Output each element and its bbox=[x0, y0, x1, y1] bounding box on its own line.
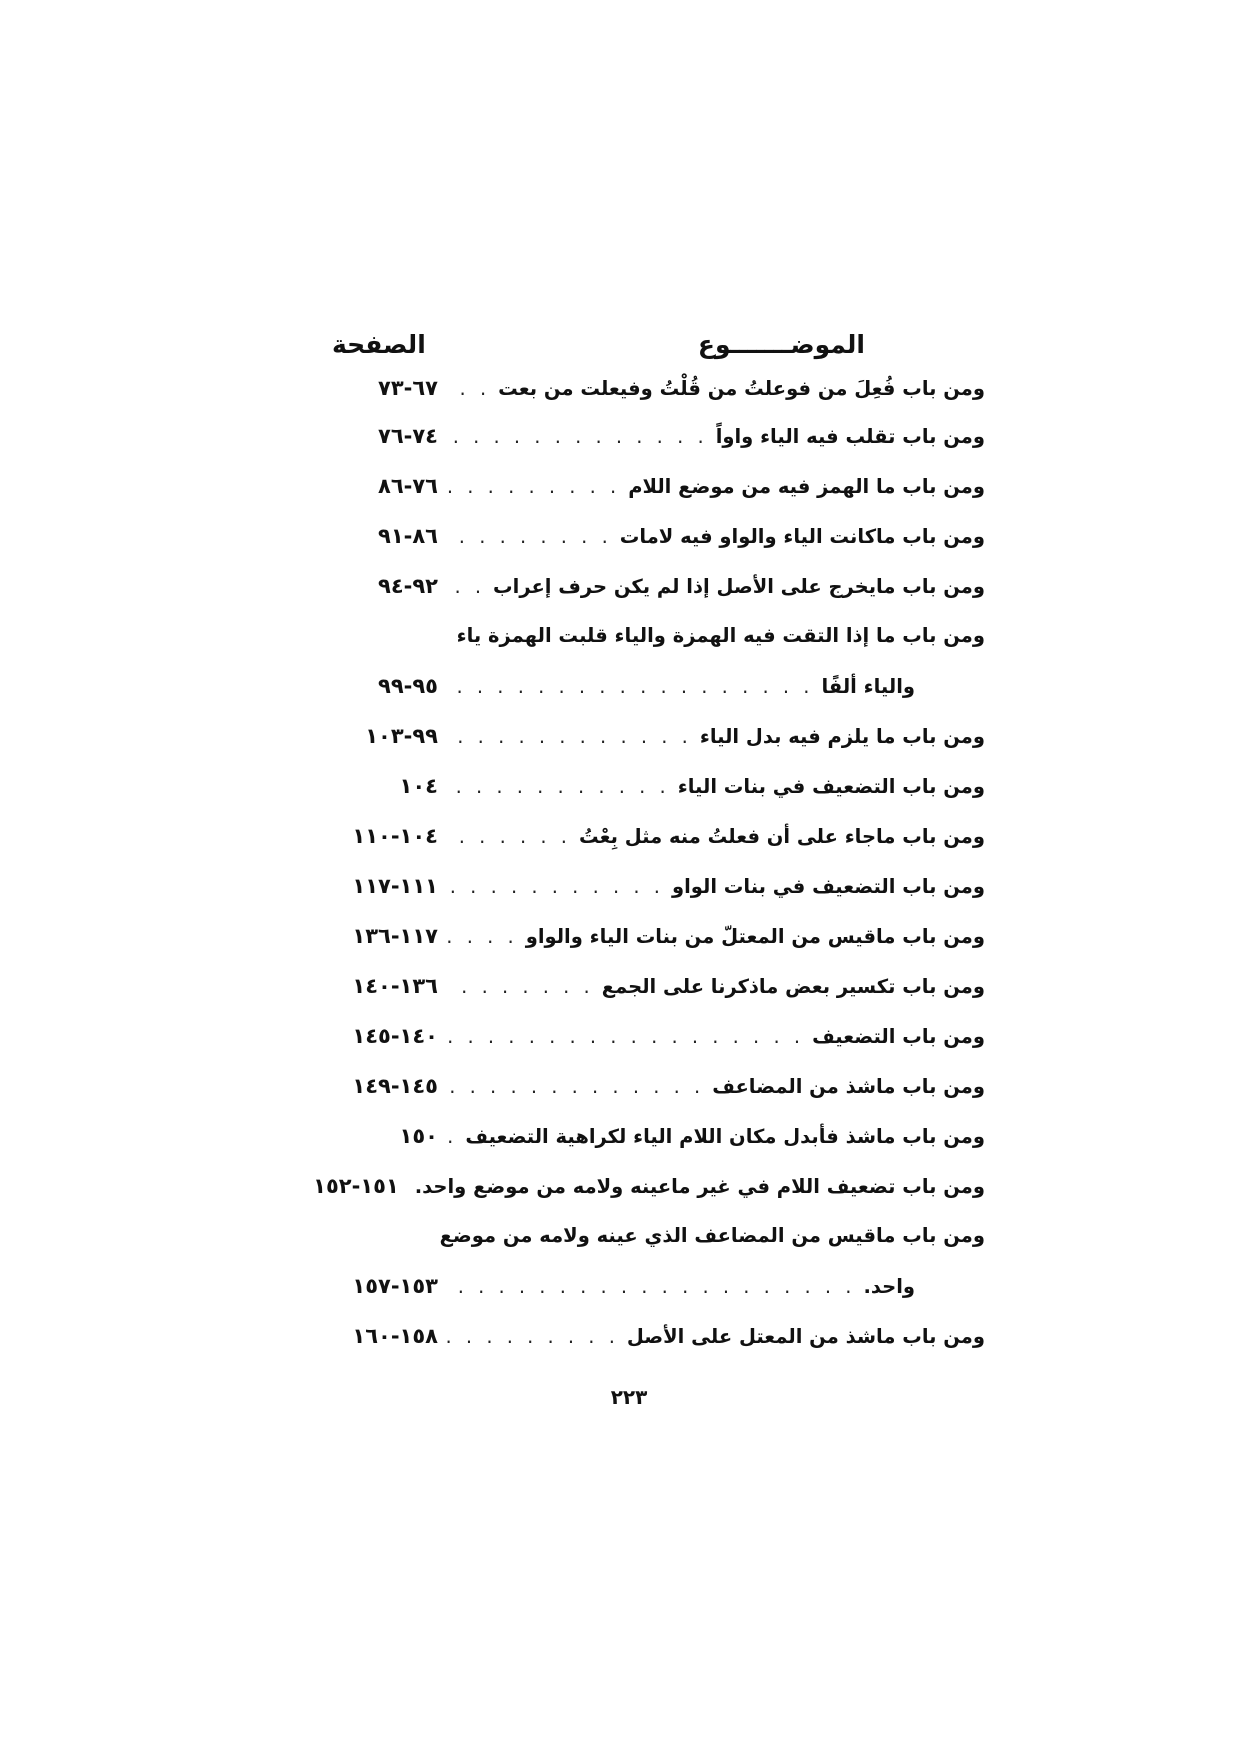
toc-entry bbox=[330, 461, 985, 511]
toc-entry bbox=[330, 1311, 985, 1361]
dot-leader bbox=[446, 712, 692, 762]
entry-pages: ٨٦-٩١ bbox=[378, 524, 438, 548]
entry-pages: ١٥٠ bbox=[399, 1124, 438, 1148]
entry-pages: ١٠٤ bbox=[399, 774, 438, 798]
entry-title: ومن باب تضعيف اللام في غير ماعينه ولامه من موضع واحد. bbox=[414, 1175, 985, 1198]
entry-title: ومن باب ماشذ من المضاعف bbox=[712, 1075, 985, 1098]
toc-entry bbox=[330, 1111, 985, 1161]
entry-title: ومن باب ماقيس من المعتلّ من بنات الياء والواو bbox=[525, 925, 985, 948]
entry-title: ومن باب ماقيس من المضاعف الذي عينه ولامه من موضع bbox=[439, 1224, 985, 1247]
entry-pages: ٩٥-٩٩ bbox=[378, 674, 438, 698]
entry-pages: ١٣٦-١٤٠ bbox=[352, 974, 438, 998]
entry-pages: ١٤٥-١٤٩ bbox=[352, 1074, 438, 1098]
dot-leader bbox=[446, 1262, 855, 1312]
dot-leader bbox=[446, 1312, 619, 1362]
entry-pages: ١١٧-١٣٦ bbox=[352, 924, 438, 948]
entry-title: ومن باب ما إذا التقت فيه الهمزة والياء قلبت الهمزة ياء bbox=[456, 624, 985, 647]
entry-pages: ١٤٠-١٤٥ bbox=[352, 1024, 438, 1048]
dot-leader bbox=[446, 366, 490, 412]
toc-entry bbox=[330, 611, 985, 711]
page-number: ٢٢٣ bbox=[610, 1385, 648, 1409]
entry-title-continuation: والياء ألفًا bbox=[821, 675, 915, 698]
dot-leader bbox=[446, 962, 594, 1012]
toc-entry bbox=[330, 1061, 985, 1111]
toc-entry bbox=[330, 1211, 985, 1311]
entry-pages: ١٥٨-١٦٠ bbox=[352, 1324, 438, 1348]
dot-leader bbox=[446, 912, 518, 962]
entry-pages: ٧٦-٨٦ bbox=[378, 474, 438, 498]
toc-entry bbox=[330, 811, 985, 861]
entry-title: ومن باب التضعيف bbox=[812, 1025, 985, 1048]
toc-entry bbox=[330, 1011, 985, 1061]
entry-title: ومن باب مايخرج على الأصل إذا لم يكن حرف إعراب bbox=[493, 575, 985, 598]
dot-leader bbox=[446, 762, 670, 812]
toc-entry bbox=[330, 365, 985, 411]
toc-entry bbox=[313, 1161, 985, 1211]
entry-title: ومن باب التضعيف في بنات الياء bbox=[677, 775, 985, 798]
dot-leader bbox=[446, 862, 664, 912]
toc-entry bbox=[330, 761, 985, 811]
dot-leader bbox=[446, 1112, 457, 1162]
toc-entry bbox=[330, 911, 985, 961]
entry-pages: ٦٧-٧٣ bbox=[378, 376, 438, 400]
entry-pages: ١٥٣-١٥٧ bbox=[352, 1274, 438, 1298]
entry-title: ومن باب التضعيف في بنات الواو bbox=[671, 875, 985, 898]
entry-title: ومن باب ماجاء على أن فعلتُ منه مثل بِعْتُ bbox=[578, 825, 985, 848]
toc-header bbox=[330, 325, 985, 365]
dot-leader bbox=[446, 662, 813, 712]
dot-leader bbox=[446, 1012, 804, 1062]
page-column-heading: الصفحة bbox=[332, 330, 426, 359]
entry-title: ومن باب ماشذ فأبدل مكان اللام الياء لكراهية التضعيف bbox=[465, 1125, 985, 1148]
toc-entry bbox=[330, 511, 985, 561]
toc-entry bbox=[330, 411, 985, 461]
entry-title: ومن باب ما يلزم فيه بدل الياء bbox=[699, 725, 985, 748]
table-of-contents bbox=[313, 325, 985, 1361]
entry-title: ومن باب تقلب فيه الياء واواً bbox=[715, 425, 985, 448]
entry-pages: ١٠٤-١١٠ bbox=[352, 824, 438, 848]
dot-leader bbox=[446, 462, 620, 512]
dot-leader bbox=[446, 812, 571, 862]
entry-title: ومن باب ما الهمز فيه من موضع اللام bbox=[628, 475, 985, 498]
entry-title: ومن باب ماكانت الياء والواو فيه لامات bbox=[619, 525, 985, 548]
entry-title-continuation: واحد. bbox=[863, 1275, 915, 1298]
entry-title: ومن باب تكسير بعض ماذكرنا على الجمع bbox=[601, 975, 985, 998]
toc-entry bbox=[330, 561, 985, 611]
entry-pages: ١٥١-١٥٢ bbox=[313, 1174, 399, 1198]
dot-leader bbox=[446, 512, 612, 562]
dot-leader bbox=[446, 1062, 704, 1112]
entry-pages: ٩٩-١٠٣ bbox=[365, 724, 438, 748]
dot-leader bbox=[446, 562, 485, 612]
entry-pages: ٩٢-٩٤ bbox=[378, 574, 438, 598]
entry-title: ومن باب ماشذ من المعتل على الأصل bbox=[626, 1325, 985, 1348]
topic-column-heading: الموضـــــــوع bbox=[697, 330, 865, 359]
toc-entry bbox=[330, 711, 985, 761]
toc-entry bbox=[330, 861, 985, 911]
entry-pages: ٧٤-٧٦ bbox=[378, 424, 438, 448]
toc-entry bbox=[330, 961, 985, 1011]
dot-leader bbox=[446, 412, 708, 462]
entry-title: ومن باب فُعِلَ من فوعلتُ من قُلْتُ وفيعلت من بعت bbox=[498, 377, 985, 400]
entry-pages: ١١١-١١٧ bbox=[352, 874, 438, 898]
